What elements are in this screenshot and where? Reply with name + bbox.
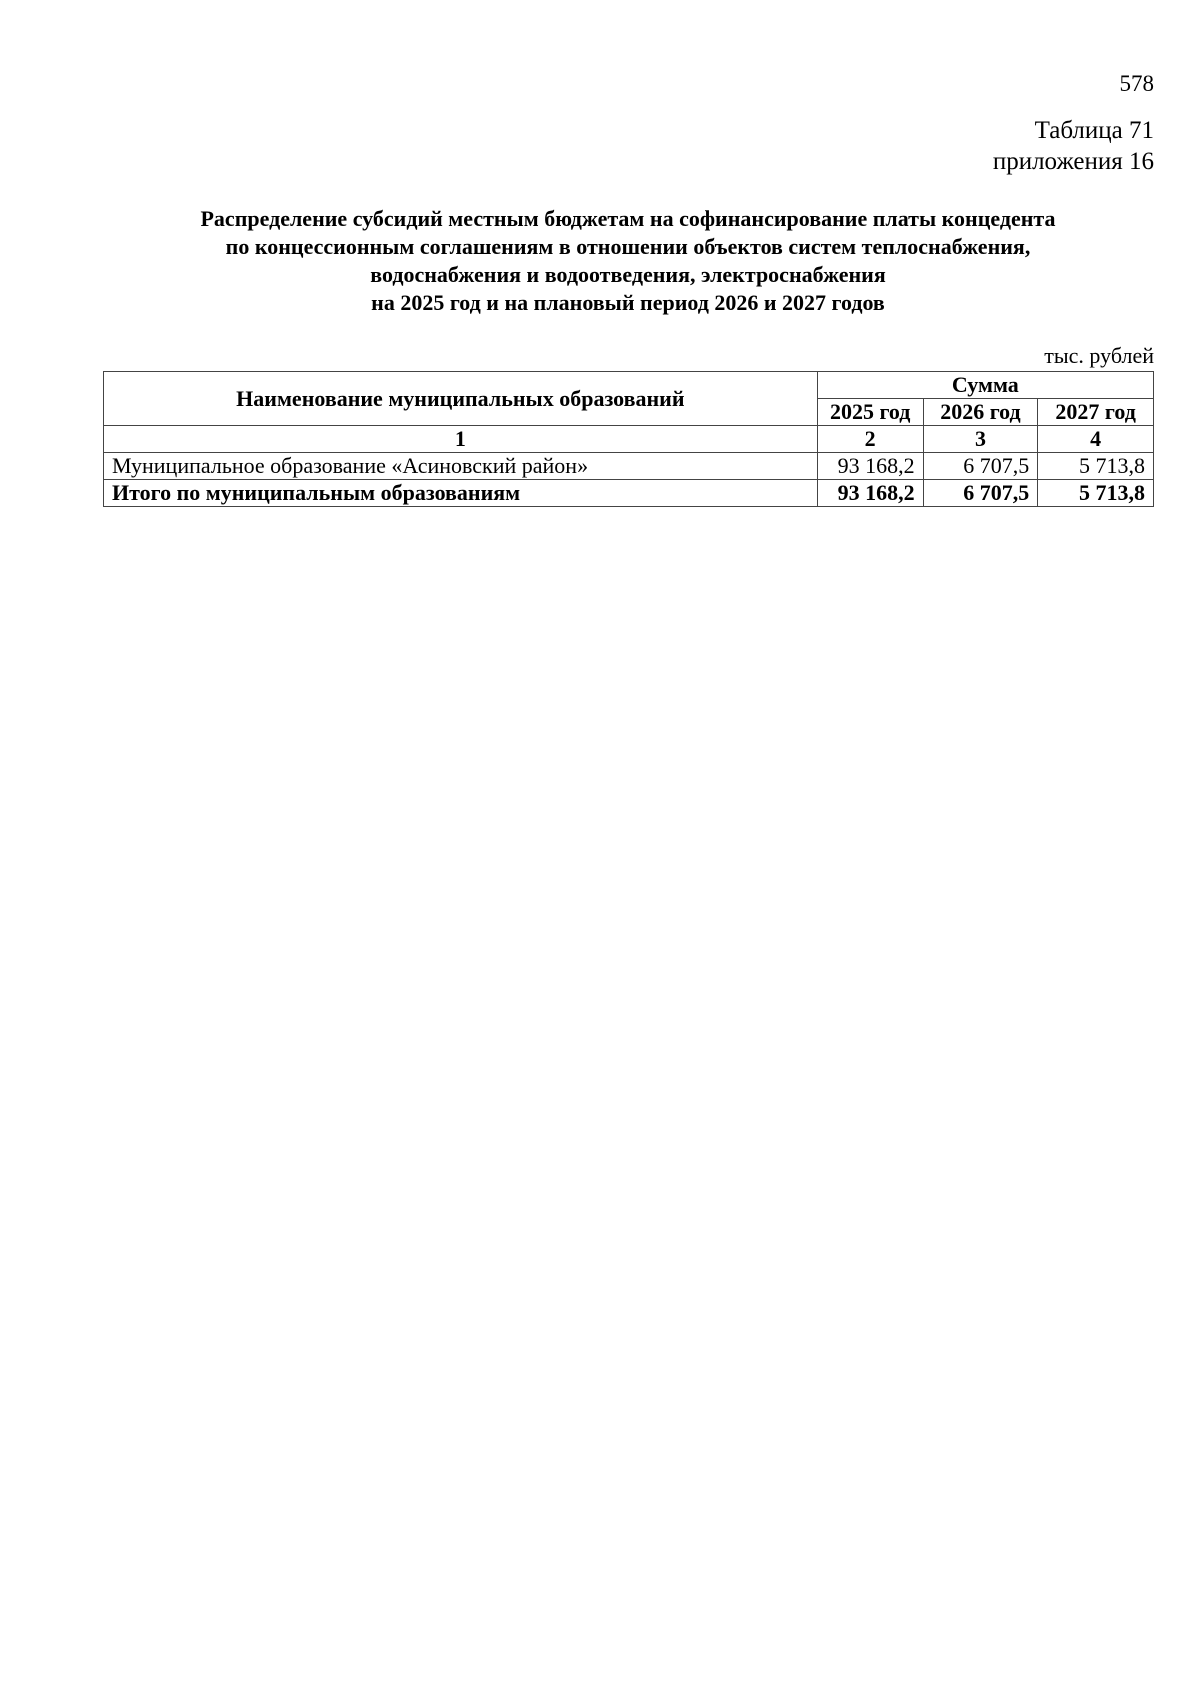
row-value-2026: 6 707,5 — [923, 453, 1038, 480]
table-ref-line-2: приложения 16 — [992, 148, 1154, 175]
units-label: тыс. рублей — [1044, 343, 1154, 368]
column-index-2: 2 — [817, 426, 923, 453]
total-value-2027: 5 713,8 — [1038, 480, 1154, 507]
subsidy-table — [103, 371, 1154, 507]
header-municipality-name: Наименование муниципальных образований — [104, 372, 818, 426]
header-row-1 — [104, 372, 1154, 399]
row-value-2025: 93 168,2 — [817, 453, 923, 480]
column-index-4: 4 — [1038, 426, 1154, 453]
row-municipality-name: Муниципальное образование «Асиновский район» — [104, 453, 818, 480]
table-ref-line-1: Таблица 71 — [1034, 117, 1154, 144]
header-sum: Сумма — [817, 372, 1153, 399]
header-year-2025: 2025 год — [817, 399, 923, 426]
title-line-2: по концессионным соглашениям в отношении объектов систем теплоснабжения, — [225, 234, 1031, 259]
header-year-2026: 2026 год — [923, 399, 1038, 426]
column-index-1: 1 — [104, 426, 818, 453]
title-line-3: водоснабжения и водоотведения, электроснабжения — [370, 262, 886, 287]
document-title — [104, 205, 1152, 317]
table-reference — [993, 115, 1154, 177]
title-line-1: Распределение субсидий местным бюджетам на софинансирование платы концедента — [200, 206, 1056, 231]
column-index-3: 3 — [923, 426, 1038, 453]
header-year-2027: 2027 год — [1038, 399, 1154, 426]
total-label: Итого по муниципальным образованиям — [104, 480, 818, 507]
row-value-2027: 5 713,8 — [1038, 453, 1154, 480]
table-row — [104, 453, 1154, 480]
column-index-row — [104, 426, 1154, 453]
total-value-2025: 93 168,2 — [817, 480, 923, 507]
title-line-4: на 2025 год и на плановый период 2026 и 2027 годов — [371, 290, 885, 315]
page-number: 578 — [1119, 71, 1154, 96]
total-value-2026: 6 707,5 — [923, 480, 1038, 507]
total-row — [104, 480, 1154, 507]
